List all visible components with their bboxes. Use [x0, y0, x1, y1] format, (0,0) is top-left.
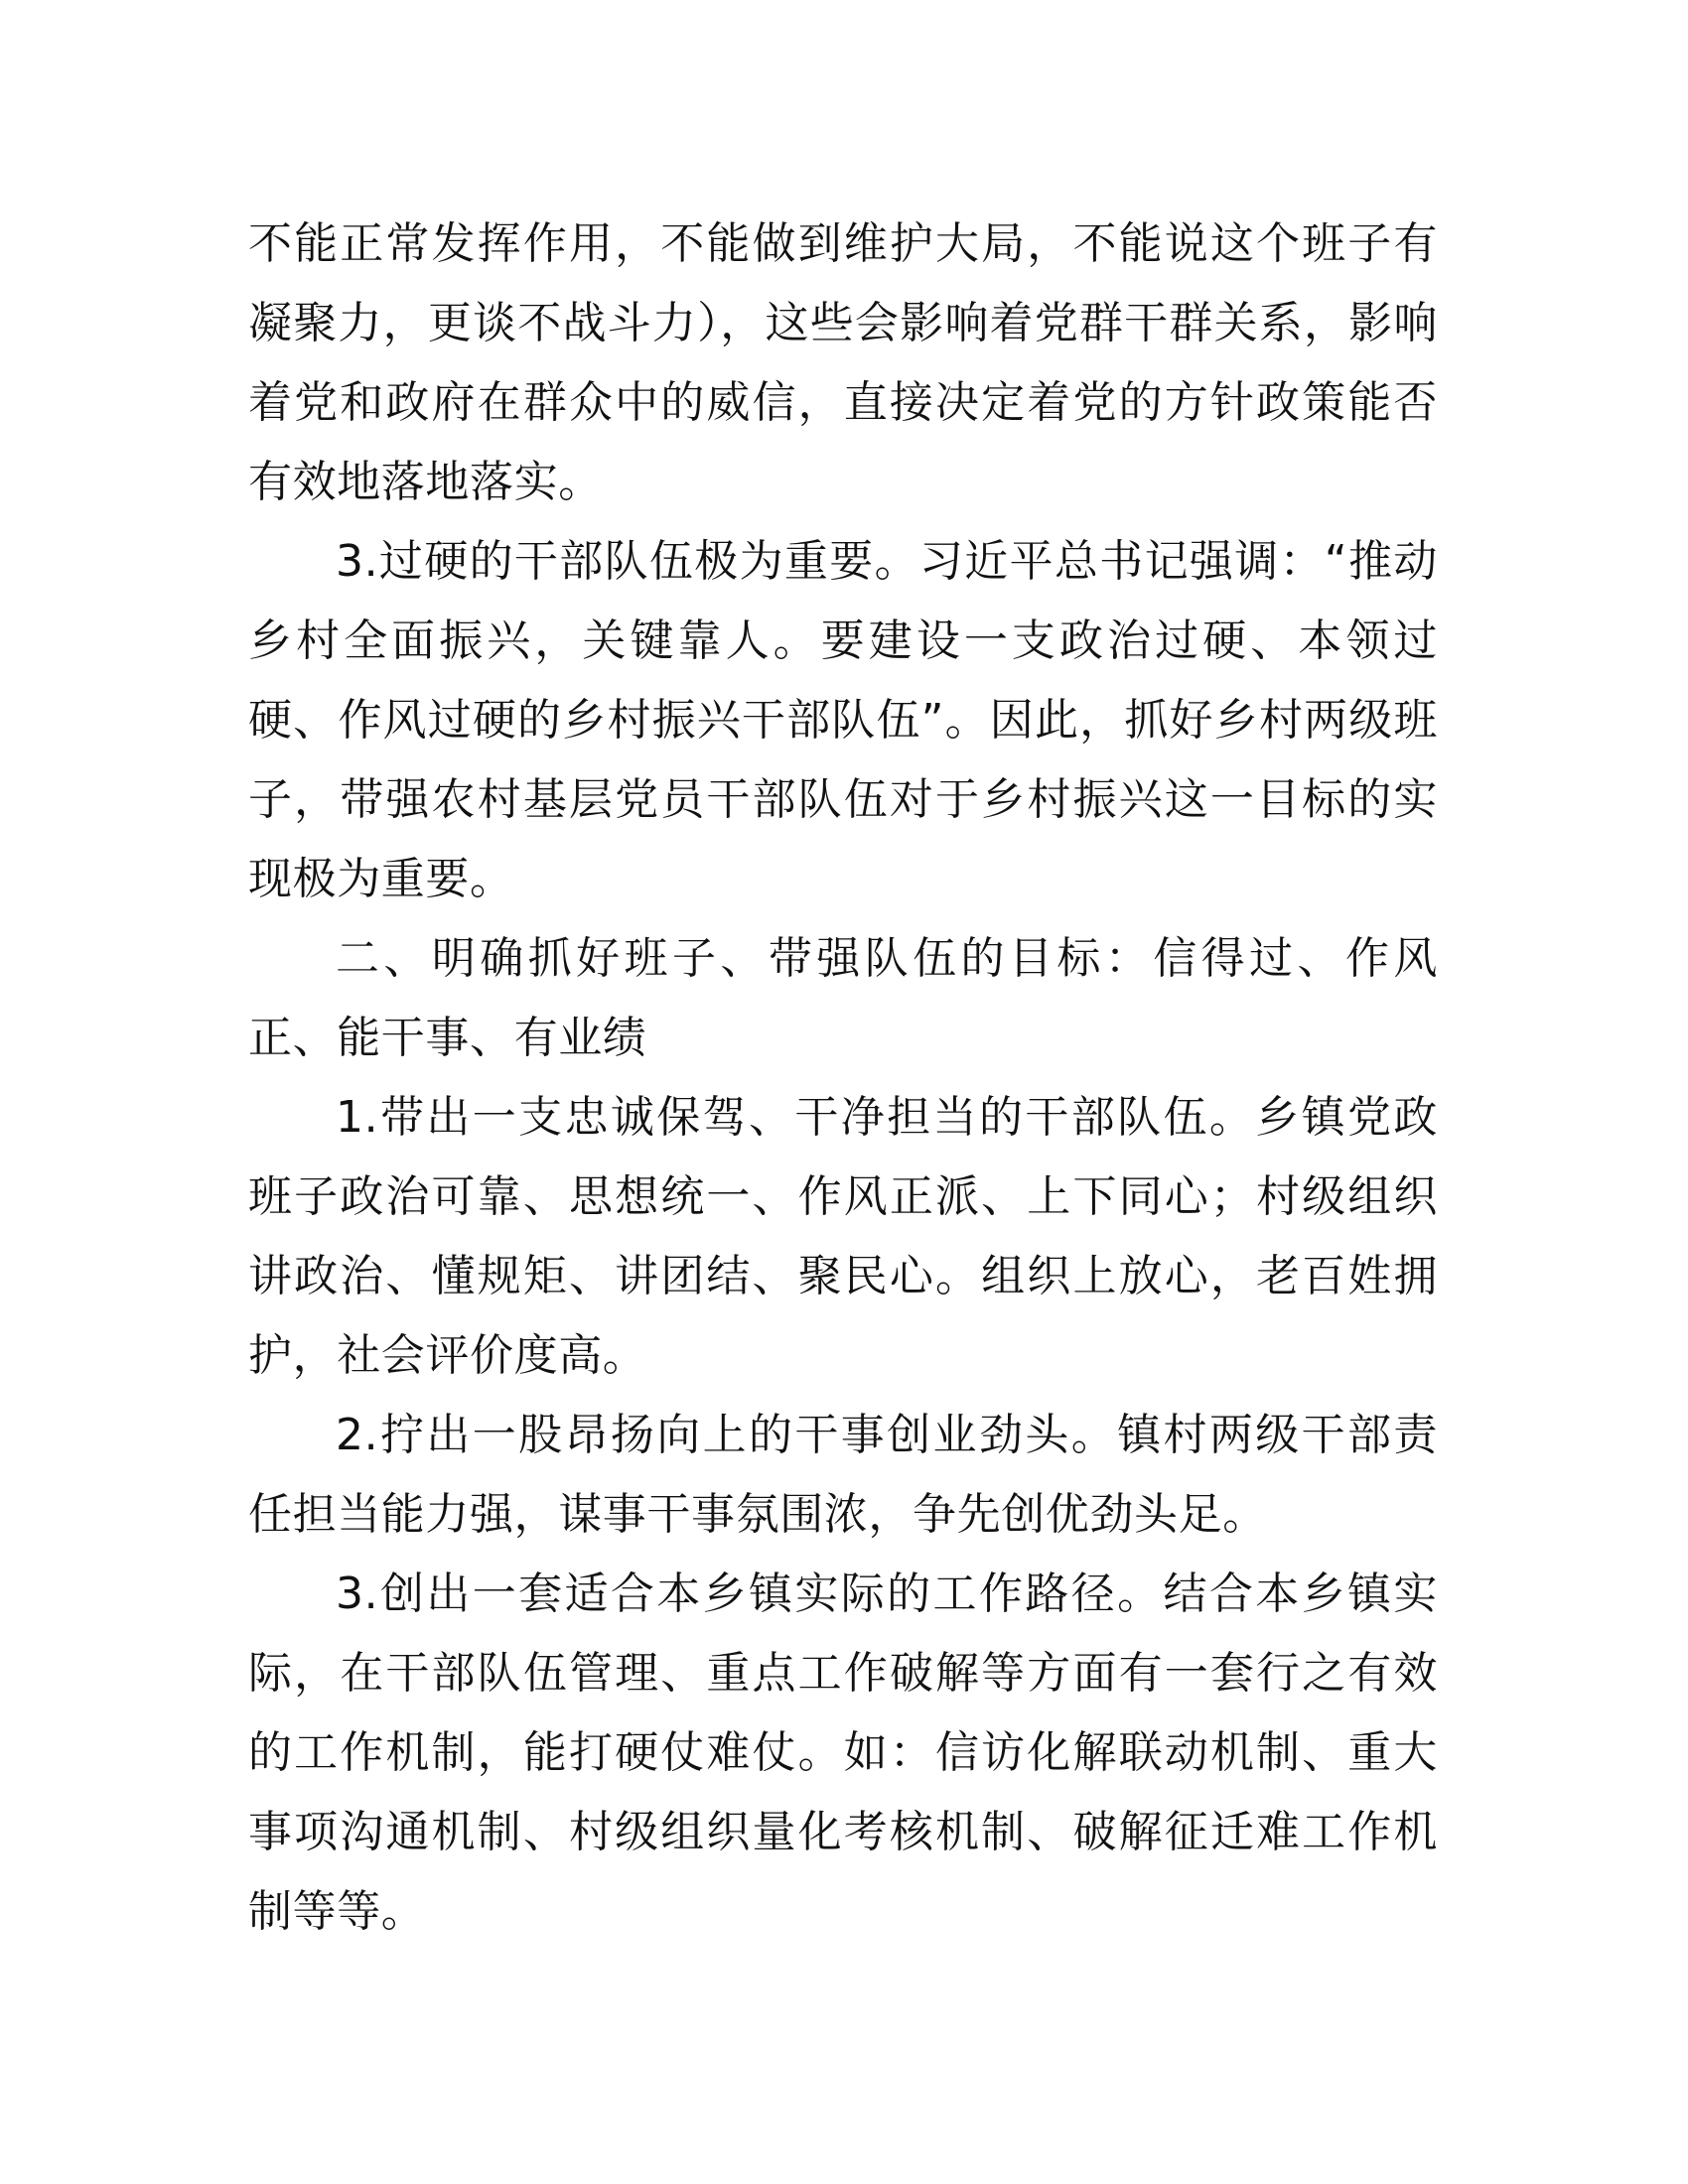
paragraph-goal-2: 2.拧出一股昂扬向上的干事创业劲头。镇村两级干部责任担当能力强，谋事干事氛围浓，争先创优劲头足。: [248, 1410, 1438, 1540]
paragraph-goal-3: 3.创出一套适合本乡镇实际的工作路径。结合本乡镇实际，在干部队伍管理、重点工作破解等方面有一套行之有效的工作机制，能打硬仗难仗。如：信访化解联动机制、重大事项沟通机制、村级组织量化考核机制、破解征迁难工作机制等等。: [248, 1569, 1438, 1937]
paragraph-goal-1: 1.带出一支忠诚保驾、干净担当的干部队伍。乡镇党政班子政治可靠、思想统一、作风正派、上下同心；村级组织讲政治、懂规矩、讲团结、聚民心。组织上放心，老百姓拥护，社会评价度高。: [248, 1092, 1438, 1381]
section-heading-goals: 二、明确抓好班子、带强队伍的目标：信得过、作风正、能干事、有业绩: [248, 933, 1438, 1063]
paragraph-continuation: 不能正常发挥作用，不能做到维护大局，不能说这个班子有凝聚力，更谈不战斗力），这些会影响着党群干群关系，影响着党和政府在群众中的威信，直接决定着党的方针政策能否有效地落地落实。: [248, 218, 1438, 507]
document-body: [248, 205, 1438, 1952]
paragraph-point-3-cadre-team: 3.过硬的干部队伍极为重要。习近平总书记强调：“推动乡村全面振兴，关键靠人。要建设一支政治过硬、本领过硬、作风过硬的乡村振兴干部队伍”。因此，抓好乡村两级班子，带强农村基层党员干部队伍对于乡村振兴这一目标的实现极为重要。: [248, 536, 1438, 904]
